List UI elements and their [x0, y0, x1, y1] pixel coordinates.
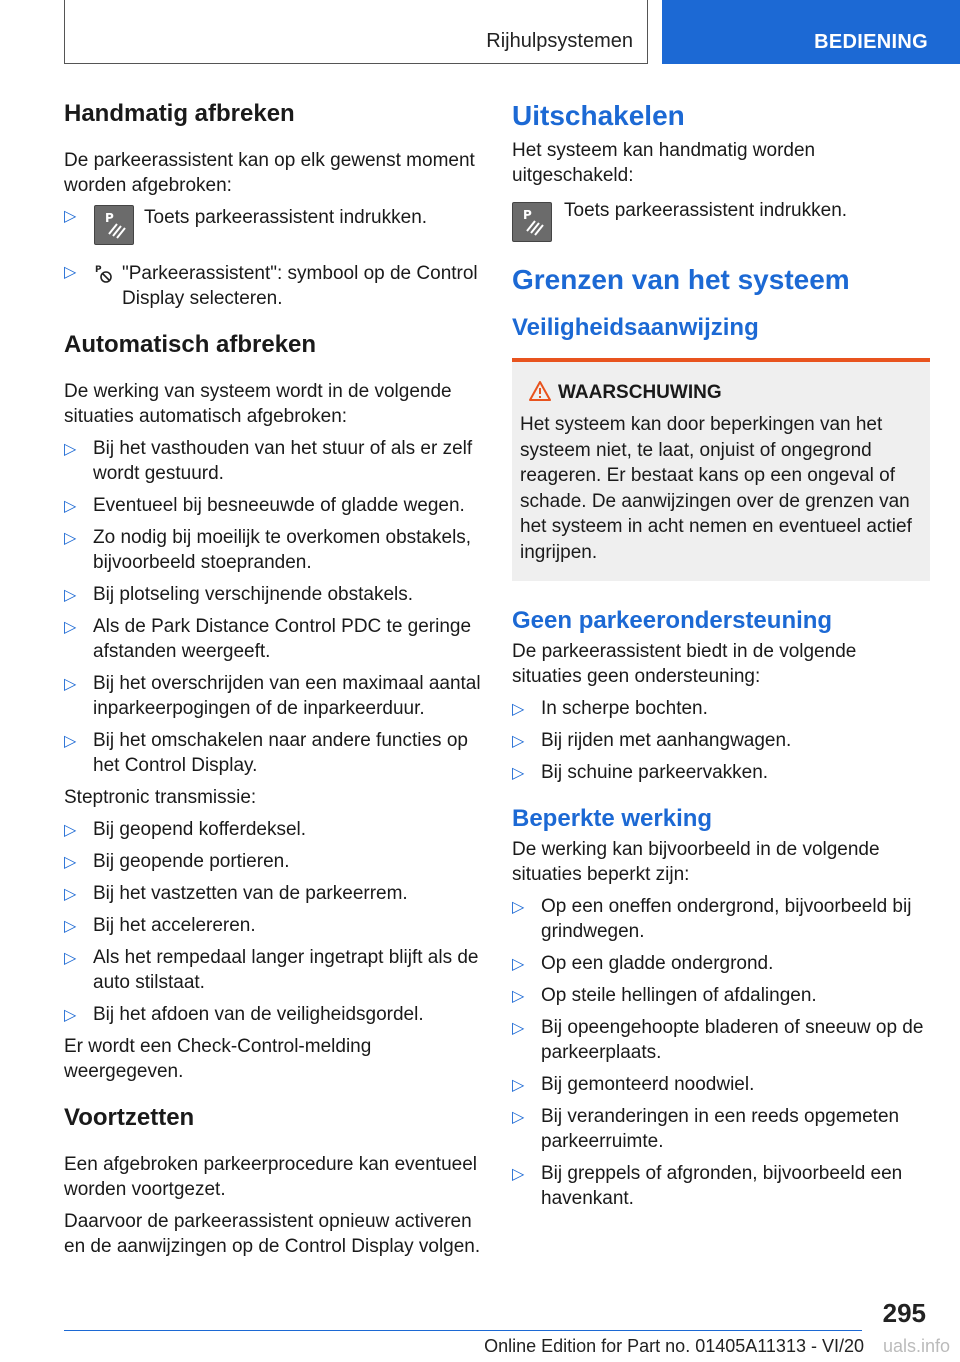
- header-section-box: [64, 0, 648, 64]
- step-text: Toets parkeerassistent indrukken.: [564, 200, 848, 221]
- paragraph: De werking van systeem wordt in de volgende situaties automatisch afgebroken:: [64, 380, 452, 427]
- paragraph: De werking kan bijvoorbeeld in de volgende situaties beperkt zijn:: [512, 839, 880, 885]
- svg-text:P: P: [95, 264, 102, 275]
- heading-veiligheidsaanwijzing: Veiligheidsaanwijzing: [512, 314, 759, 341]
- triangle-bullet-icon: ▷: [64, 529, 77, 547]
- footer-divider: [64, 1330, 862, 1331]
- list-item: ▷ Bij het vastzetten van de parkeerrem.: [64, 881, 482, 906]
- list-item: ▷ Bij opeengehoopte bladeren of sneeuw op de parkeerplaats.: [512, 1017, 924, 1063]
- paragraph-steptronic: Steptronic transmissie:: [64, 786, 257, 808]
- paragraph: Er wordt een Check-Control-melding weergegeven.: [64, 1035, 372, 1082]
- warning-box: [512, 358, 930, 581]
- page-number: 295: [882, 1298, 926, 1328]
- list-item: ▷ Bij het overschrijden van een maximaal aantal inparkeerpogingen of de inparkeerduur.: [64, 672, 481, 719]
- paragraph: De parkeerassistent biedt in de volgende situaties geen ondersteuning:: [512, 641, 857, 687]
- triangle-bullet-icon: ▷: [64, 586, 77, 604]
- step-symbol-row: [64, 261, 482, 311]
- header-chapter-tab: [662, 0, 960, 64]
- triangle-bullet-icon: ▷: [64, 885, 77, 903]
- triangle-bullet-icon: ▷: [64, 263, 77, 281]
- heading-uitschakelen: Uitschakelen: [512, 100, 685, 131]
- warning-title: WAARSCHUWING: [558, 382, 922, 404]
- triangle-bullet-icon: ▷: [64, 1006, 77, 1024]
- paragraph: De parkeerassistent kan op elk gewenst moment worden afgebroken:: [64, 149, 475, 196]
- triangle-bullet-icon: ▷: [64, 853, 77, 871]
- list-item: ▷ Bij gemonteerd noodwiel.: [512, 1072, 930, 1097]
- parking-assistant-button-icon: [512, 202, 552, 242]
- list-item: ▷ Bij plotseling verschijnende obstakels.: [64, 582, 482, 607]
- heading-voortzetten: Voortzetten: [64, 1103, 195, 1131]
- svg-text:P: P: [105, 210, 114, 225]
- list-item: ▷ Bij het afdoen van de veiligheidsgordel.: [64, 1002, 482, 1027]
- warning-text: Het systeem kan door beperkingen van het systeem niet, te laat, onjuist of ongegrond reageren. Er bestaat kans op een ongeval of schade. De aanwijzingen over de grenzen van het systeem in acht nemen en eventueel actief ingrijpen.: [520, 414, 912, 563]
- warning-triangle-icon: [528, 380, 552, 408]
- paragraph: Daarvoor de parkeerassistent opnieuw activeren en de aanwijzingen op de Control Display volgen.: [64, 1210, 481, 1257]
- triangle-bullet-icon: ▷: [512, 1020, 525, 1037]
- parking-assistant-symbol-icon: [94, 263, 116, 290]
- step-text: "Parkeerassistent": symbool op de Control Display selecteren.: [122, 262, 478, 309]
- list-item: ▷ Zo nodig bij moeilijk te overkomen obstakels, bijvoorbeeld stoepranden.: [64, 526, 472, 573]
- list-steptronic: [64, 817, 482, 1027]
- list-automatic-abort: [64, 436, 482, 778]
- heading-geen-parkeerondersteuning: Geen parkeerondersteuning: [512, 607, 833, 634]
- footer-watermark: uals.info: [882, 1336, 950, 1356]
- list-item: ▷ Op een gladde ondergrond.: [512, 951, 930, 976]
- step-button-row: [512, 198, 930, 244]
- list-item: ▷ Bij het vasthouden van het stuur of als er zelf wordt gestuurd.: [64, 437, 473, 484]
- triangle-bullet-icon: ▷: [64, 497, 77, 515]
- triangle-bullet-icon: ▷: [512, 956, 525, 973]
- list-item: ▷ Bij het omschakelen naar andere functies op het Control Display.: [64, 729, 468, 776]
- list-item: ▷ Op steile hellingen of afdalingen.: [512, 983, 930, 1008]
- right-column: [512, 98, 930, 1218]
- triangle-bullet-icon: ▷: [64, 675, 77, 693]
- parking-assistant-button-icon: [94, 205, 134, 245]
- paragraph: Een afgebroken parkeerprocedure kan eventueel worden voortgezet.: [64, 1153, 478, 1200]
- triangle-bullet-icon: ▷: [64, 949, 77, 967]
- heading-automatisch-afbreken: Automatisch afbreken: [64, 330, 317, 358]
- list-item: ▷ Op een oneffen ondergrond, bijvoorbeeld bij grindwegen.: [512, 896, 912, 942]
- triangle-bullet-icon: ▷: [512, 1077, 525, 1094]
- triangle-bullet-icon: ▷: [64, 618, 77, 636]
- triangle-bullet-icon: ▷: [512, 765, 525, 782]
- list-item: ▷ Bij geopende portieren.: [64, 849, 482, 874]
- list-item: ▷ Bij greppels of afgronden, bijvoorbeeld een havenkant.: [512, 1163, 903, 1209]
- list-limited-function: [512, 894, 930, 1211]
- list-item: ▷ Bij veranderingen in een reeds opgemeten parkeerruimte.: [512, 1106, 900, 1152]
- list-item: ▷ Bij het accelereren.: [64, 913, 482, 938]
- header-chapter-title: BEDIENING: [814, 31, 928, 53]
- triangle-bullet-icon: ▷: [512, 899, 525, 916]
- triangle-bullet-icon: ▷: [64, 821, 77, 839]
- list-item: ▷ In scherpe bochten.: [512, 696, 930, 721]
- triangle-bullet-icon: ▷: [64, 207, 77, 225]
- list-item: ▷ Bij rijden met aanhangwagen.: [512, 728, 930, 753]
- triangle-bullet-icon: ▷: [64, 732, 77, 750]
- left-column: [64, 98, 482, 1266]
- step-button-row: [64, 205, 482, 251]
- footer-edition: Online Edition for Part no. 01405A11313 - VI/20: [484, 1336, 864, 1356]
- triangle-bullet-icon: ▷: [512, 1166, 525, 1183]
- list-no-support: [512, 696, 930, 785]
- header-section-title: Rijhulpsystemen: [486, 30, 633, 52]
- step-text: Toets parkeerassistent indrukken.: [144, 206, 428, 228]
- list-item: ▷ Bij geopend kofferdeksel.: [64, 817, 482, 842]
- triangle-bullet-icon: ▷: [64, 917, 77, 935]
- triangle-bullet-icon: ▷: [512, 988, 525, 1005]
- heading-handmatig-afbreken: Handmatig afbreken: [64, 100, 295, 127]
- list-item: ▷ Als de Park Distance Control PDC te geringe afstanden weergeeft.: [64, 615, 472, 662]
- triangle-bullet-icon: ▷: [512, 733, 525, 750]
- heading-beperkte-werking: Beperkte werking: [512, 805, 713, 832]
- paragraph: Het systeem kan handmatig worden uitgeschakeld:: [512, 140, 816, 186]
- list-item: ▷ Bij schuine parkeervakken.: [512, 760, 930, 785]
- list-item: ▷ Als het rempedaal langer ingetrapt blijft als de auto stilstaat.: [64, 946, 479, 993]
- triangle-bullet-icon: ▷: [64, 440, 77, 458]
- heading-grenzen: Grenzen van het systeem: [512, 264, 850, 295]
- triangle-bullet-icon: ▷: [512, 701, 525, 718]
- triangle-bullet-icon: ▷: [512, 1109, 525, 1126]
- list-item: ▷ Eventueel bij besneeuwde of gladde wegen.: [64, 493, 482, 518]
- svg-text:P: P: [523, 208, 532, 222]
